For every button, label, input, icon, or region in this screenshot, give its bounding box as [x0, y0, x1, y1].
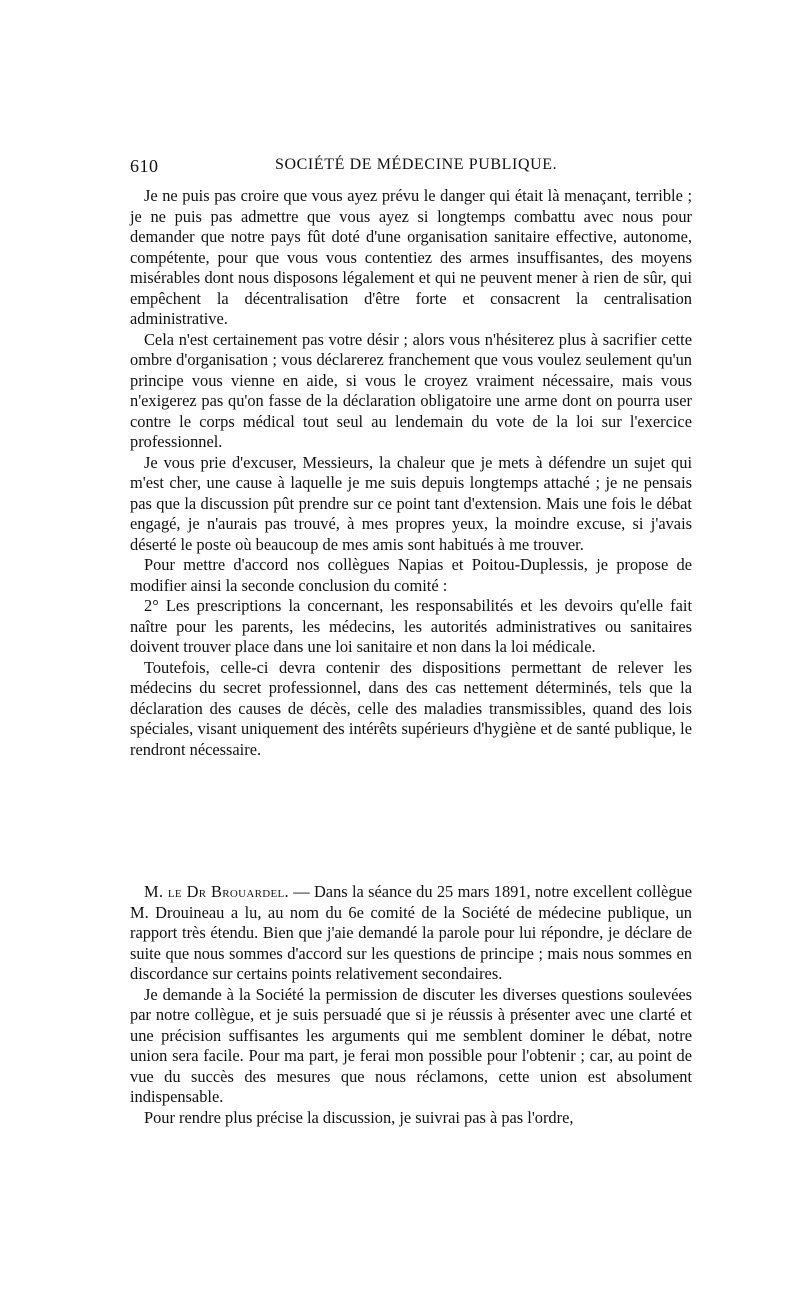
page-header: [130, 156, 690, 182]
paragraph: Pour rendre plus précise la discussion, je suivrai pas à pas l'ordre,: [144, 1107, 574, 1127]
paragraph: Toutefois, celle-ci devra contenir des dispositions permettant de relever les médecins du secret professionnel, dans des cas nettement déterminés, tels que la déclaration des causes de décès, celle des maladies transmissibles, quand des lois spéciales, visant uniquement des intérêts supérieurs d'hygiène et de santé publique, le rendront nécessaire.: [130, 657, 692, 759]
body-text-top: [130, 186, 692, 760]
running-head: SOCIÉTÉ DE MÉDECINE PUBLIQUE.: [275, 156, 558, 173]
speaker-name: M. le Dr Brouardel.: [144, 882, 289, 901]
paragraph: Je vous prie d'excuser, Messieurs, la chaleur que je mets à défendre un sujet qui m'est cher, une cause à laquelle je me suis depuis longtemps attaché ; je ne pensais pas que la discussion pût prendre sur ce point tant d'extension. Mais une fois le débat engagé, je n'aurais pas trouvé, à mes propres yeux, la moindre excuse, si j'avais déserté le poste où beaucoup de mes amis sont habitués à me trouver.: [130, 452, 692, 554]
paragraph: Je ne puis pas croire que vous ayez prévu le danger qui était là menaçant, terrible ; je ne puis pas admettre que vous ayez si longtemps combattu avec nous pour demander que notre pays fût doté d'une organisation sanitaire effective, autonome, compétente, pour que vous vous contentiez des armes insuffisantes, des moyens misérables dont nous disposons légalement et qui ne peuvent mener à rien de sûr, qui empêchent la décentralisation d'être forte et consacrent la centralisation administrative.: [130, 186, 692, 328]
conclusion-paragraph: 2° Les prescriptions la concernant, les responsabilités et les devoirs qu'elle fait naître pour les parents, les médecins, les autorités administratives ou sanitaires doivent trouver place dans une loi sanitaire et non dans la loi médicale.: [130, 596, 692, 656]
page-number: 610: [130, 156, 159, 176]
paragraph: Pour mettre d'accord nos collègues Napias et Poitou-Duplessis, je propose de modifier ainsi la seconde conclusion du comité :: [130, 555, 692, 595]
speaker-paragraph: [130, 882, 692, 985]
paragraph: Cela n'est certainement pas votre désir ; alors vous n'hésiterez plus à sacrifier cette ombre d'organisation ; vous déclarerez franchement que vous voulez seulement qu'un principe vous vienne en aide, si vous le croyez vraiment nécessaire, mais vous n'exigerez pas qu'on fasse de la déclaration obligatoire une arme dont on pourra user contre le corps médical tout seul au lendemain du vote de la loi sur l'exercice professionnel.: [130, 329, 692, 451]
body-text-bottom: [130, 882, 692, 1128]
speaker-text: — Dans la séance du 25 mars 1891, notre excellent collègue M. Drouineau a lu, au nom du 6e comité de la Société de médecine publique, un rapport très étendu. Bien que j'aie demandé la parole pour lui répondre, je déclare de suite que nous sommes d'accord sur les questions de principe ; mais nous sommes en discordance sur certains points relativement secondaires.: [130, 882, 692, 983]
paragraph: Je demande à la Société la permission de discuter les diverses questions soulevées par notre collègue, et je suis persuadé que si je réussis à présenter avec une clarté et une précision suffisantes les arguments qui me semblent dominer le débat, notre union sera facile. Pour ma part, je ferai mon possible pour l'obtenir ; car, au point de vue du succès des mesures que nous réclamons, cette union est absolument indispensable.: [130, 984, 692, 1106]
